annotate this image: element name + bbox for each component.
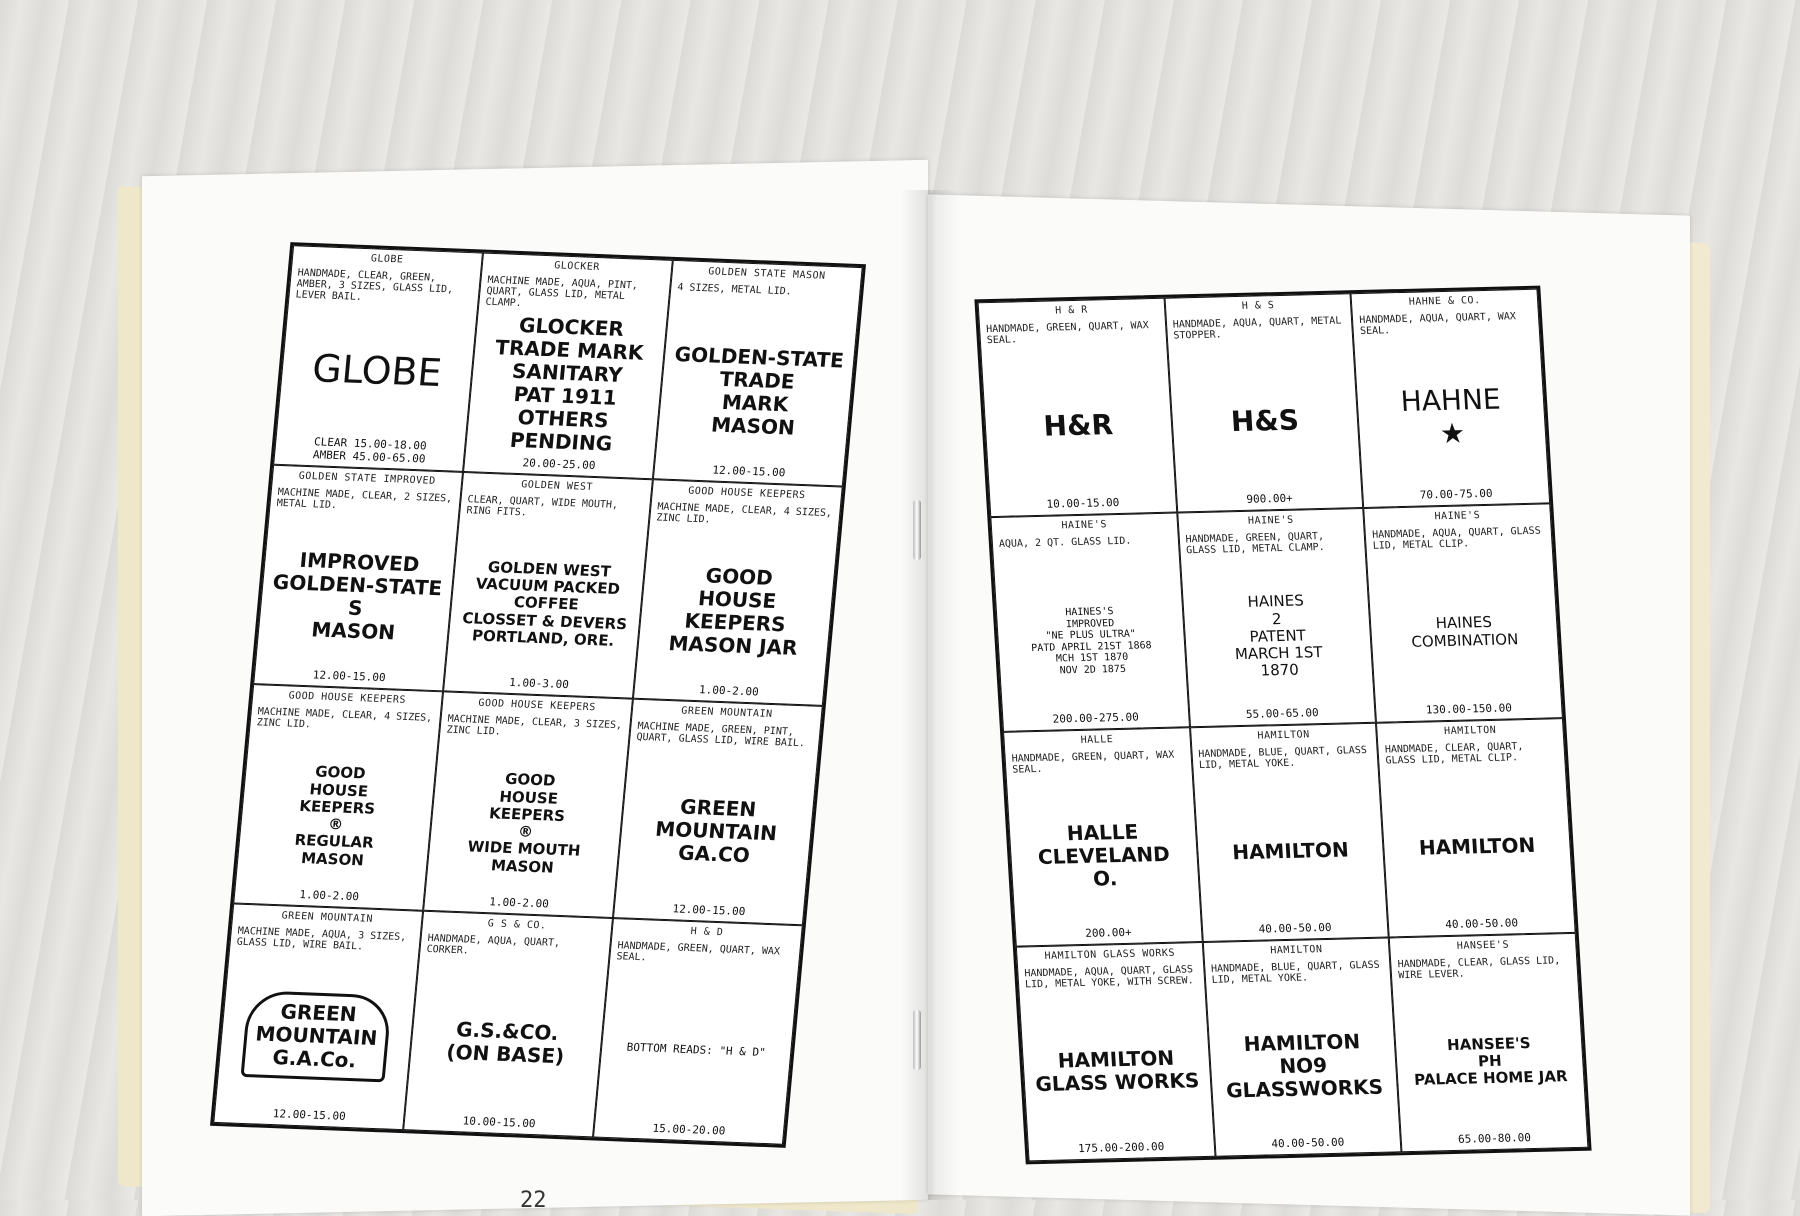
jar-embossing: HAMILTON bbox=[1231, 837, 1350, 865]
jar-entry bbox=[403, 911, 613, 1138]
jar-description: MACHINE MADE, AQUA, 3 SIZES, GLASS LID, WIRE BAIL. bbox=[236, 925, 407, 953]
right-jar-grid bbox=[974, 286, 1591, 1165]
jar-name: HAINE'S bbox=[1247, 514, 1294, 527]
jar-embossing: GLOCKER TRADE MARK SANITARY PAT 1911 OTHERS PENDING bbox=[494, 313, 645, 456]
jar-embossing: HAINES 2 PATENT MARCH 1ST 1870 bbox=[1234, 591, 1324, 680]
jar-entry bbox=[213, 903, 423, 1130]
jar-description: HANDMADE, GREEN, QUART, WAX SEAL. bbox=[1011, 749, 1175, 776]
jar-name: HAINE'S bbox=[1061, 519, 1108, 532]
jar-name: HANSEE'S bbox=[1456, 939, 1510, 952]
jar-description: 4 SIZES, METAL LID. bbox=[676, 282, 793, 298]
jar-name: H & R bbox=[1054, 304, 1089, 317]
jar-price: 65.00-80.00 bbox=[1457, 1131, 1532, 1146]
jar-entry bbox=[233, 684, 443, 911]
jar-name: GOLDEN STATE MASON bbox=[707, 266, 826, 282]
jar-description: HANDMADE, CLEAR, GREEN, AMBER, 3 SIZES, GLASS LID, LEVER BAIL. bbox=[295, 267, 454, 303]
jar-description: HANDMADE, CLEAR, GLASS LID, WIRE LEVER. bbox=[1397, 955, 1561, 982]
jar-price: 70.00-75.00 bbox=[1419, 486, 1493, 502]
jar-description: MACHINE MADE, CLEAR, 4 SIZES, ZINC LID. bbox=[655, 501, 833, 526]
jar-name: HAMILTON bbox=[1443, 724, 1497, 738]
jar-embossing: BOTTOM READS: "H & D" bbox=[626, 1040, 767, 1059]
jar-description: AQUA, 2 QT. GLASS LID. bbox=[998, 535, 1132, 550]
jar-price: 130.00-150.00 bbox=[1425, 701, 1513, 717]
jar-name: GOLDEN WEST bbox=[520, 479, 594, 493]
jar-price: 12.00-15.00 bbox=[312, 668, 387, 685]
jar-name: H & S bbox=[1241, 300, 1275, 312]
jar-entry bbox=[978, 298, 1177, 517]
jar-entry bbox=[1376, 718, 1575, 937]
jar-embossing: GREEN MOUNTAIN GA.CO bbox=[654, 794, 779, 867]
jar-price: 200.00-275.00 bbox=[1052, 710, 1140, 726]
jar-entry bbox=[613, 699, 823, 926]
jar-description: MACHINE MADE, GREEN, PINT, QUART, GLASS LID, WIRE BAIL. bbox=[635, 720, 806, 750]
jar-embossing: GOLDEN-STATE TRADE MARK MASON bbox=[673, 342, 845, 440]
jar-embossing: HAINES COMBINATION bbox=[1410, 613, 1519, 651]
jar-embossing: HALLE CLEVELAND O. bbox=[1037, 819, 1171, 891]
jar-embossing: GOOD HOUSE KEEPERS ® REGULAR MASON bbox=[293, 762, 376, 869]
jar-entry bbox=[1164, 293, 1363, 512]
left-jar-grid bbox=[210, 242, 866, 1148]
jar-entry bbox=[1003, 727, 1202, 946]
jar-price: 15.00-20.00 bbox=[651, 1121, 726, 1138]
jar-description: HANDMADE, GREEN, QUART, WAX SEAL. bbox=[985, 320, 1150, 347]
jar-name: HAHNE & CO. bbox=[1408, 295, 1481, 308]
jar-entry bbox=[653, 260, 863, 487]
jar-entry bbox=[273, 245, 483, 472]
jar-entry bbox=[633, 479, 843, 706]
jar-embossing: G.S.&CO. (ON BASE) bbox=[445, 1017, 566, 1069]
jar-price: 1.00-2.00 bbox=[298, 888, 360, 904]
jar-embossing: GOOD HOUSE KEEPERS ® WIDE MOUTH MASON bbox=[466, 770, 582, 877]
jar-entry bbox=[443, 472, 653, 699]
jar-embossing-frame bbox=[222, 960, 411, 1112]
jar-price: 10.00-15.00 bbox=[462, 1114, 537, 1131]
jar-name: GLOCKER bbox=[553, 260, 601, 274]
jar-description: HANDMADE, AQUA, QUART, WAX SEAL. bbox=[1359, 311, 1517, 337]
jar-description: MACHINE MADE, CLEAR, 3 SIZES, ZINC LID. bbox=[446, 713, 623, 738]
jar-name: H & D bbox=[690, 926, 724, 939]
jar-description: MACHINE MADE, AQUA, PINT, QUART, GLASS LID, METAL CLAMP. bbox=[485, 274, 639, 310]
jar-embossing: H&S bbox=[1229, 403, 1300, 439]
jar-name: HAMILTON GLASS WORKS bbox=[1044, 947, 1176, 962]
jar-name: GOLDEN STATE IMPROVED bbox=[298, 470, 437, 487]
jar-price: 40.00-50.00 bbox=[1271, 1135, 1345, 1151]
jar-name: GOOD HOUSE KEEPERS bbox=[477, 697, 597, 714]
jar-description: HANDMADE, GREEN, QUART, GLASS LID, METAL CLAMP. bbox=[1185, 530, 1325, 557]
jar-description: MACHINE MADE, CLEAR, 4 SIZES, ZINC LID. bbox=[256, 706, 433, 731]
jar-entry bbox=[1016, 942, 1215, 1161]
staple-bottom bbox=[913, 1010, 921, 1070]
jar-entry bbox=[1389, 933, 1588, 1152]
jar-price: 1.00-2.00 bbox=[488, 895, 550, 911]
jar-embossing: GOLDEN WEST VACUUM PACKED COFFEE CLOSSET & DEVERS PORTLAND, ORE. bbox=[461, 557, 628, 650]
jar-name: GOOD HOUSE KEEPERS bbox=[288, 690, 407, 706]
jar-price: 10.00-15.00 bbox=[1046, 495, 1120, 511]
jar-embossing: HAHNE ★ bbox=[1399, 382, 1502, 450]
jar-embossing: HANSEE'S PH PALACE HOME JAR bbox=[1413, 1033, 1569, 1090]
jar-price: 12.00-15.00 bbox=[711, 463, 786, 480]
jar-name: HALLE bbox=[1080, 734, 1114, 746]
jar-description: HANDMADE, BLUE, QUART, GLASS LID, METAL YOKE. bbox=[1210, 959, 1380, 986]
jar-description: HANDMADE, AQUA, QUART, GLASS LID, METAL CLIP. bbox=[1371, 525, 1542, 552]
jar-embossing: HAMILTON NO9 GLASSWORKS bbox=[1225, 1029, 1384, 1103]
jar-description: HANDMADE, GREEN, QUART, WAX SEAL. bbox=[615, 940, 781, 964]
jar-price: 55.00-65.00 bbox=[1245, 706, 1320, 721]
jar-description: HANDMADE, BLUE, QUART, GLASS LID, METAL YOKE. bbox=[1197, 744, 1368, 772]
jar-description: HANDMADE, CLEAR, QUART, GLASS LID, METAL CLIP. bbox=[1384, 741, 1524, 767]
jar-entry bbox=[1351, 289, 1550, 508]
page-number: 22 bbox=[520, 1188, 547, 1213]
jar-entry bbox=[253, 465, 463, 692]
jar-entry bbox=[423, 691, 633, 918]
jar-price: 20.00-25.00 bbox=[522, 456, 596, 473]
jar-embossing: HAMILTON bbox=[1418, 832, 1536, 860]
jar-price: 40.00-50.00 bbox=[1258, 920, 1332, 936]
jar-embossing: HAINES'S IMPROVED "NE PLUS ULTRA" PATD APRIL 21ST 1868 MCH 1ST 1870 NOV 2D 1875 bbox=[1030, 606, 1152, 676]
jar-entry bbox=[463, 253, 673, 480]
jar-name: HAINE'S bbox=[1434, 510, 1481, 523]
jar-embossing: HAMILTON GLASS WORKS bbox=[1034, 1045, 1200, 1096]
jar-price: 200.00+ bbox=[1084, 925, 1133, 940]
jar-price: 1.00-3.00 bbox=[508, 675, 570, 692]
jar-description: CLEAR, QUART, WIDE MOUTH, RING FITS. bbox=[466, 494, 619, 519]
jar-name: HAMILTON bbox=[1269, 944, 1323, 957]
jar-embossing: H&R bbox=[1042, 408, 1115, 444]
jar-name: GOOD HOUSE KEEPERS bbox=[687, 485, 807, 502]
jar-price: 12.00-15.00 bbox=[272, 1107, 347, 1123]
jar-description: HANDMADE, AQUA, QUART, CORKER. bbox=[426, 932, 561, 957]
jar-entry bbox=[593, 918, 803, 1145]
jar-entry bbox=[1364, 503, 1563, 722]
jar-price: 900.00+ bbox=[1245, 491, 1294, 506]
jar-embossing: GLOBE bbox=[310, 345, 444, 395]
jar-description: HANDMADE, AQUA, QUART, METAL STOPPER. bbox=[1172, 315, 1342, 342]
jar-description: MACHINE MADE, CLEAR, 2 SIZES, METAL LID. bbox=[276, 486, 453, 512]
jar-name: GREEN MOUNTAIN bbox=[680, 705, 774, 721]
jar-price: 175.00-200.00 bbox=[1077, 1140, 1165, 1156]
jar-name: HAMILTON bbox=[1257, 729, 1311, 742]
jar-entry bbox=[1202, 937, 1401, 1156]
jar-embossing: GREEN MOUNTAIN G.A.Co. bbox=[241, 990, 392, 1082]
jar-price: CLEAR 15.00-18.00 AMBER 45.00-65.00 bbox=[312, 435, 428, 466]
jar-price: 12.00-15.00 bbox=[671, 902, 746, 919]
jar-name: G S & CO. bbox=[487, 918, 547, 932]
jar-embossing: IMPROVED GOLDEN-STATE S MASON bbox=[271, 547, 444, 645]
jar-name: GLOBE bbox=[370, 253, 404, 266]
book-gutter bbox=[900, 190, 960, 1200]
jar-price: 1.00-2.00 bbox=[698, 683, 760, 699]
jar-entry bbox=[1190, 723, 1389, 942]
staple-top bbox=[913, 500, 921, 560]
jar-entry bbox=[990, 513, 1189, 732]
jar-name: GREEN MOUNTAIN bbox=[281, 910, 374, 925]
jar-description: HANDMADE, AQUA, QUART, GLASS LID, METAL YOKE, WITH SCREW. bbox=[1024, 964, 1194, 991]
jar-embossing: GOOD HOUSE KEEPERS MASON JAR bbox=[667, 563, 799, 660]
jar-entry bbox=[1177, 508, 1376, 727]
jar-price: 40.00-50.00 bbox=[1444, 916, 1519, 932]
